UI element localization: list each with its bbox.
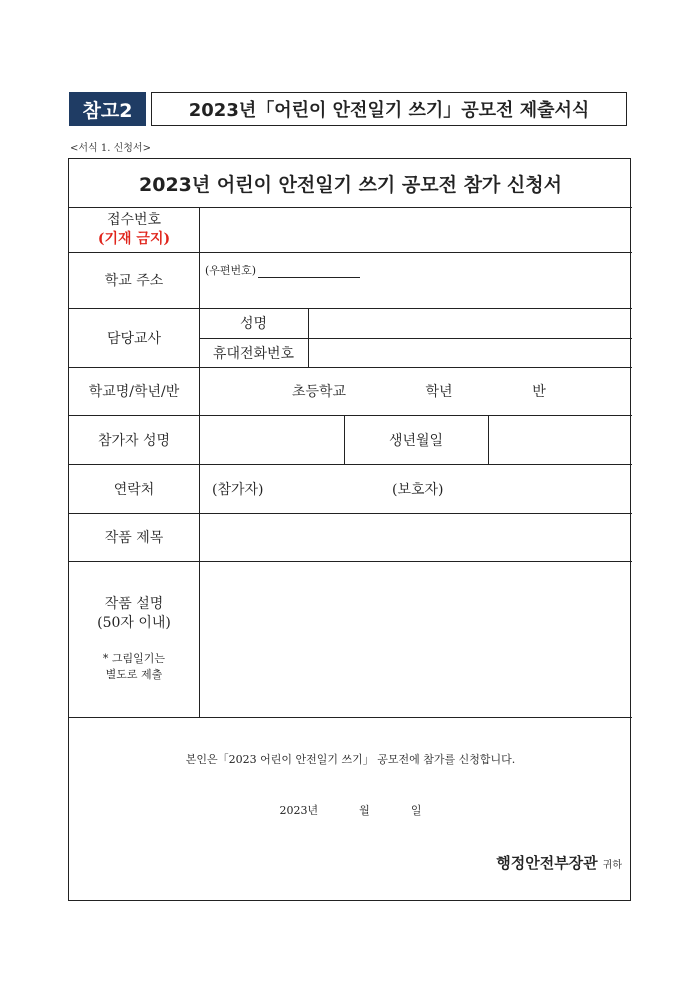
work-title-label: 작품 제목 <box>104 530 164 546</box>
recipient-name: 행정안전부장관 <box>496 854 598 872</box>
grade-suffix: 학년 <box>425 384 453 400</box>
school-class-label: 학교명/학년/반 <box>88 384 180 400</box>
picture-diary-note-line2: 별도로 제출 <box>105 668 163 681</box>
receipt-restriction-note: (기재 금지) <box>97 230 171 247</box>
teacher-name-label: 성명 <box>239 316 268 332</box>
work-description-field[interactable] <box>199 561 632 717</box>
postal-code-blank[interactable] <box>258 265 360 278</box>
birthdate-label: 생년월일 <box>388 432 444 449</box>
teacher-phone-field[interactable] <box>308 338 632 367</box>
teacher-phone-label: 휴대전화번호 <box>212 345 295 362</box>
date-month: 월 <box>359 804 370 817</box>
birthdate-field[interactable] <box>488 415 632 464</box>
participant-name-field[interactable] <box>199 415 344 464</box>
contact-participant-label: (참가자) <box>212 481 264 498</box>
row-divider <box>69 717 632 718</box>
recipient-suffix: 귀하 <box>602 860 622 871</box>
participant-name-label: 참가자 성명 <box>97 432 171 449</box>
form-title: 2023년 어린이 안전일기 쓰기 공모전 참가 신청서 <box>139 173 562 196</box>
application-form <box>68 158 631 901</box>
receipt-number-label-cell <box>69 207 199 252</box>
receipt-number-label: 접수번호 <box>106 211 162 228</box>
school-suffix: 초등학교 <box>291 384 347 400</box>
postal-code-label: (우편번호) <box>205 264 257 277</box>
work-description-label: 작품 설명 <box>104 596 164 612</box>
declaration-text: 본인은「2023 어린이 안전일기 쓰기」 공모전에 참가를 신청합니다. <box>185 753 516 766</box>
date-year: 2023년 <box>279 804 319 817</box>
picture-diary-note-line1: * 그림일기는 <box>102 652 166 665</box>
work-title-field[interactable] <box>199 513 632 561</box>
class-suffix: 반 <box>532 384 546 400</box>
teacher-name-field[interactable] <box>308 308 632 338</box>
date-day: 일 <box>410 804 422 817</box>
document-title: 2023년「어린이 안전일기 쓰기」공모전 제출서식 <box>151 92 627 126</box>
work-description-label-cell <box>69 561 199 717</box>
postal-code-field[interactable] <box>205 262 360 278</box>
contact-label: 연락처 <box>113 481 155 498</box>
contact-guardian-label: (보호자) <box>392 481 444 498</box>
teacher-label: 담당교사 <box>106 330 162 347</box>
work-description-limit: (50자 이내) <box>97 615 171 631</box>
form-caption: <서식 1. 신청서> <box>70 143 151 154</box>
date-line <box>69 802 632 818</box>
receipt-number-field <box>199 207 632 252</box>
school-address-label: 학교 주소 <box>104 273 164 289</box>
reference-badge: 참고2 <box>69 92 146 126</box>
recipient-line <box>496 852 622 873</box>
